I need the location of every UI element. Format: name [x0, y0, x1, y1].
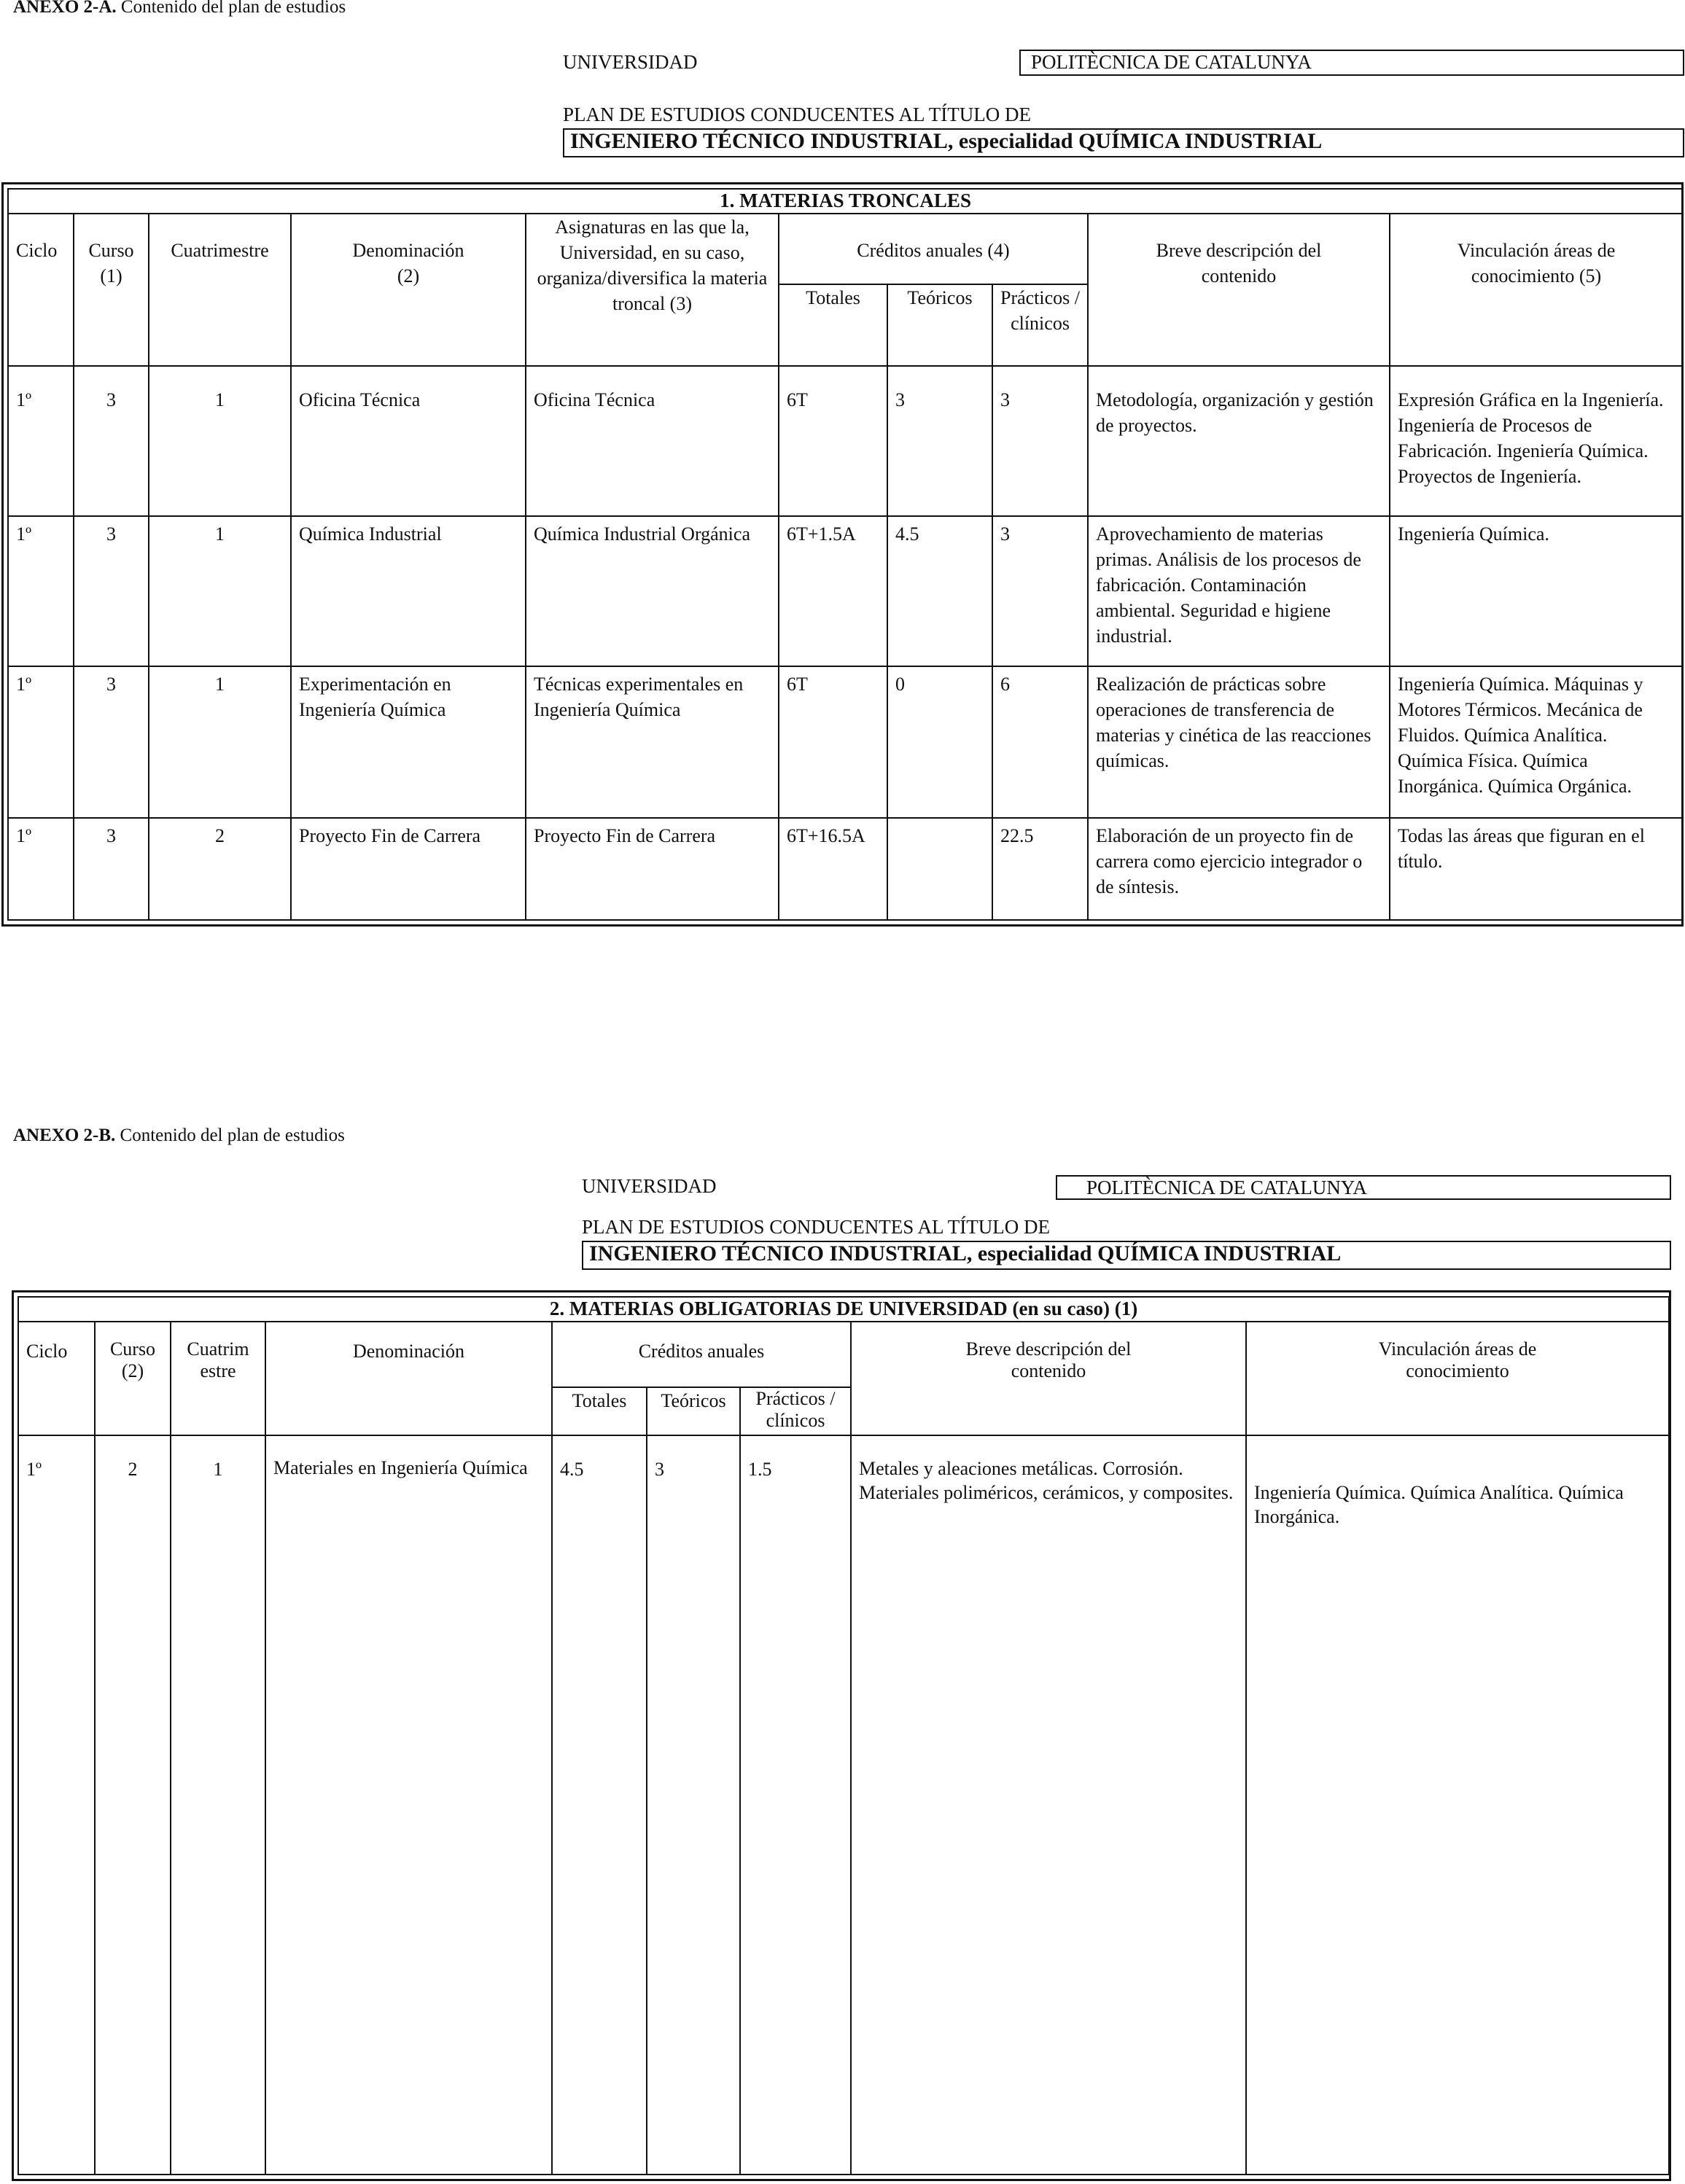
- table-row: [8, 516, 1683, 666]
- annex-b-universidad-label: UNIVERSIDAD: [582, 1175, 717, 1197]
- cell-descripcion: Aprovechamiento de materias primas. Análisis de los procesos de fabricación. Contaminación ambiental. Seguridad e higiene industrial.: [1088, 516, 1390, 666]
- header-cuatrimestre: Cuatrimestre: [149, 214, 291, 366]
- header-descripcion: Breve descripción del contenido: [1088, 214, 1390, 366]
- header-totales: Totales: [779, 284, 887, 366]
- cell-asignaturas: Proyecto Fin de Carrera: [526, 818, 779, 920]
- cell-totales: 6T+1.5A: [779, 516, 887, 666]
- annex-b-title: [13, 1126, 345, 1146]
- header-vinculacion: Vinculación áreas de conocimiento (5): [1390, 214, 1683, 366]
- cell-cuatrimestre: 1: [149, 516, 291, 666]
- header-descripcion: Breve descripción del contenido: [851, 1322, 1246, 1435]
- cell-vinculacion: Ingeniería Química. Química Analítica. Química Inorgánica.: [1246, 1435, 1669, 2175]
- header-practicos: Prácticos / clínicos: [740, 1387, 851, 1435]
- header-creditos: Créditos anuales: [552, 1322, 851, 1387]
- cell-vinculacion: Ingeniería Química. Máquinas y Motores Térmicos. Mecánica de Fluidos. Química Analítica. Química Física. Química Inorgánica. Química Orgánica.: [1390, 666, 1683, 818]
- annex-b-title-bold: ANEXO 2-B.: [13, 1126, 116, 1145]
- annex-a-plan-value: INGENIERO TÉCNICO INDUSTRIAL, especialidad QUÍMICA INDUSTRIAL: [563, 128, 1684, 157]
- cell-asignaturas: Técnicas experimentales en Ingeniería Química: [526, 666, 779, 818]
- cell-practicos: 3: [992, 516, 1088, 666]
- cell-descripcion: Elaboración de un proyecto fin de carrera como ejercicio integrador o de síntesis.: [1088, 818, 1390, 920]
- cell-totales: 6T+16.5A: [779, 818, 887, 920]
- cell-descripcion: Realización de prácticas sobre operaciones de transferencia de materias y cinética de las reacciones químicas.: [1088, 666, 1390, 818]
- header-curso: Curso (2): [95, 1322, 171, 1435]
- header-ciclo: Ciclo: [8, 214, 74, 366]
- header-cuatrimestre: Cuatrim estre: [171, 1322, 265, 1435]
- cell-teoricos: 4.5: [887, 516, 992, 666]
- cell-denominacion: Química Industrial: [291, 516, 526, 666]
- cell-vinculacion: Ingeniería Química.: [1390, 516, 1683, 666]
- annex-a-title-bold: ANEXO 2-A.: [13, 0, 117, 17]
- cell-practicos: 6: [992, 666, 1088, 818]
- cell-ciclo: 1º: [8, 516, 74, 666]
- header-teoricos: Teóricos: [887, 284, 992, 366]
- cell-ciclo: 1º: [8, 666, 74, 818]
- cell-teoricos: 0: [887, 666, 992, 818]
- cell-curso: 3: [74, 666, 149, 818]
- table-row: [8, 366, 1683, 516]
- header-creditos: Créditos anuales (4): [779, 214, 1088, 284]
- annex-a-table: [7, 188, 1684, 921]
- cell-descripcion: Metales y aleaciones metálicas. Corrosión. Materiales poliméricos, cerámicos, y composites.: [851, 1435, 1246, 2175]
- cell-totales: 6T: [779, 666, 887, 818]
- annex-a-universidad-value: POLITÈCNICA DE CATALUNYA: [1019, 50, 1684, 76]
- header-asignaturas: Asignaturas en las que la, Universidad, en su caso, organiza/diversifica la materia troncal (3): [526, 214, 779, 366]
- annex-b-table-frame: [12, 1290, 1671, 2181]
- cell-cuatrimestre: 1: [171, 1435, 265, 2175]
- cell-teoricos: 3: [647, 1435, 740, 2175]
- header-practicos: Prácticos / clínicos: [992, 284, 1088, 366]
- annex-a-plan-label: PLAN DE ESTUDIOS CONDUCENTES AL TÍTULO DE: [563, 104, 1031, 125]
- table-row: [8, 818, 1683, 920]
- table-row: [8, 666, 1683, 818]
- cell-totales: 4.5: [552, 1435, 647, 2175]
- annex-b-plan-label: PLAN DE ESTUDIOS CONDUCENTES AL TÍTULO DE: [582, 1216, 1050, 1238]
- cell-practicos: 22.5: [992, 818, 1088, 920]
- annex-b-section-title: 2. MATERIAS OBLIGATORIAS DE UNIVERSIDAD (en su caso) (1): [18, 1297, 1669, 1322]
- cell-vinculacion: Expresión Gráfica en la Ingeniería. Ingeniería de Procesos de Fabricación. Ingeniería Química. Proyectos de Ingeniería.: [1390, 366, 1683, 516]
- cell-ciclo: 1º: [8, 366, 74, 516]
- header-teoricos: Teóricos: [647, 1387, 740, 1435]
- denominacion-line: Materiales en Ingeniería Química: [273, 1457, 528, 1478]
- cell-totales: 6T: [779, 366, 887, 516]
- cell-practicos: 1.5: [740, 1435, 851, 2175]
- annex-b-plan-value: INGENIERO TÉCNICO INDUSTRIAL, especialidad QUÍMICA INDUSTRIAL: [582, 1241, 1671, 1270]
- cell-ciclo: 1º: [8, 818, 74, 920]
- header-curso: Curso (1): [74, 214, 149, 366]
- annex-a-table-frame: [1, 182, 1684, 927]
- cell-ciclo: 1º: [18, 1435, 95, 2175]
- header-denominacion: Denominación (2): [291, 214, 526, 366]
- header-denominacion: Denominación: [265, 1322, 552, 1435]
- cell-curso: 3: [74, 516, 149, 666]
- annex-b-universidad-value: POLITÈCNICA DE CATALUNYA: [1056, 1175, 1671, 1200]
- cell-asignaturas: Química Industrial Orgánica: [526, 516, 779, 666]
- cell-cuatrimestre: 1: [149, 366, 291, 516]
- cell-curso: 3: [74, 818, 149, 920]
- table-row: [18, 1435, 1669, 2175]
- cell-denominacion: Proyecto Fin de Carrera: [291, 818, 526, 920]
- cell-teoricos: 3: [887, 366, 992, 516]
- annex-a-title: [13, 0, 346, 17]
- header-totales: Totales: [552, 1387, 647, 1435]
- annex-a-section-title: 1. MATERIAS TRONCALES: [8, 189, 1683, 214]
- cell-cuatrimestre: 1: [149, 666, 291, 818]
- cell-practicos: 3: [992, 366, 1088, 516]
- cell-asignaturas: Oficina Técnica: [526, 366, 779, 516]
- cell-denominacion: [265, 1435, 552, 2175]
- cell-cuatrimestre: 2: [149, 818, 291, 920]
- annex-b-table: [17, 1296, 1670, 2175]
- cell-curso: 3: [74, 366, 149, 516]
- annex-a-title-rest: Contenido del plan de estudios: [116, 0, 346, 17]
- cell-descripcion: Metodología, organización y gestión de proyectos.: [1088, 366, 1390, 516]
- header-vinculacion: Vinculación áreas de conocimiento: [1246, 1322, 1669, 1435]
- cell-curso: 2: [95, 1435, 171, 2175]
- cell-denominacion: Experimentación en Ingeniería Química: [291, 666, 526, 818]
- cell-vinculacion: Todas las áreas que figuran en el título.: [1390, 818, 1683, 920]
- annex-b-title-rest: Contenido del plan de estudios: [115, 1126, 345, 1145]
- annex-a-universidad-label: UNIVERSIDAD: [563, 51, 698, 73]
- cell-denominacion: Oficina Técnica: [291, 366, 526, 516]
- header-ciclo: Ciclo: [18, 1322, 95, 1435]
- cell-teoricos: [887, 818, 992, 920]
